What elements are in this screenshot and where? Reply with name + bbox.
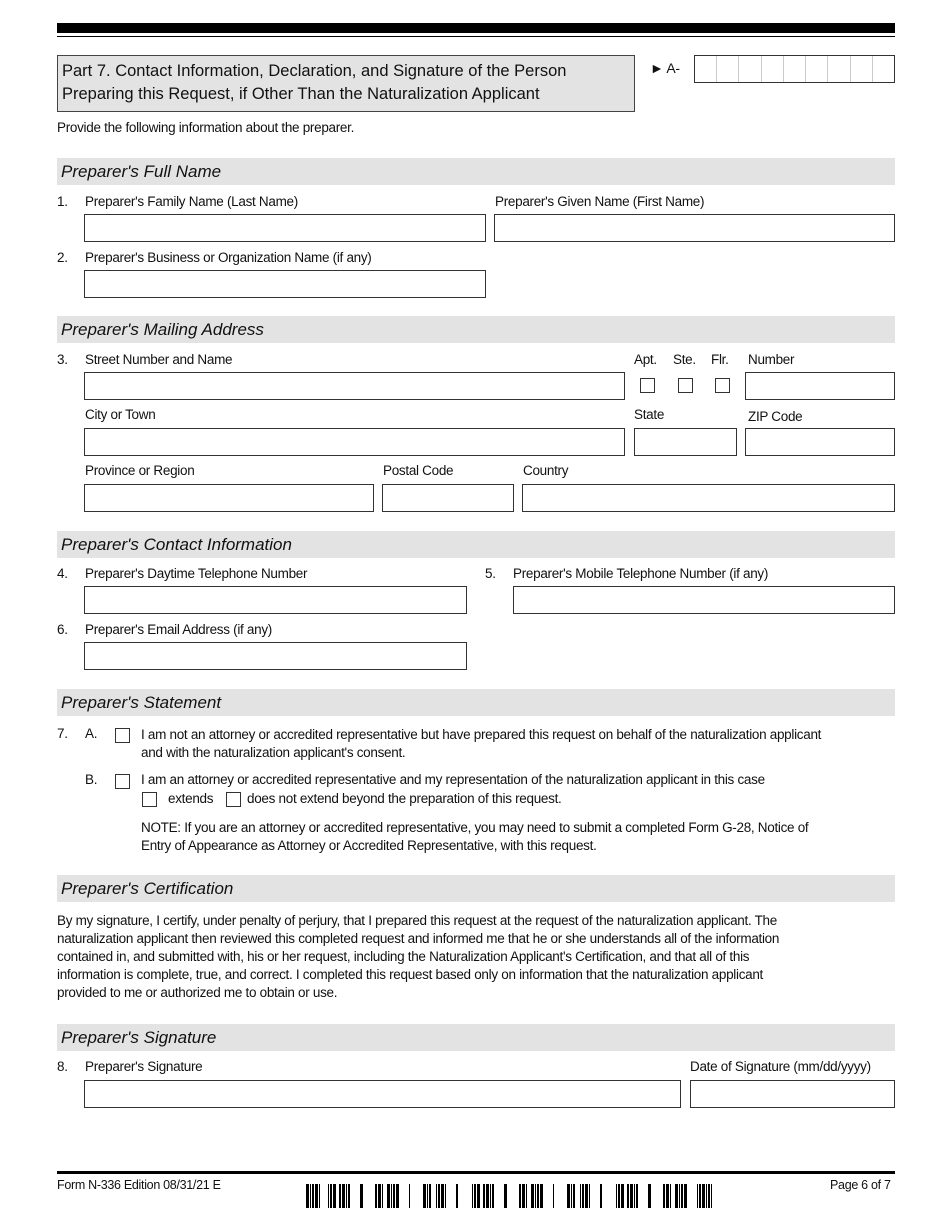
section-mailing-address: Preparer's Mailing Address (57, 316, 895, 343)
family-name-label: Preparer's Family Name (Last Name) (85, 194, 298, 209)
note-text: NOTE: If you are an attorney or accredited representative, you may need to submit a completed Form G-28, Notice of (141, 820, 809, 835)
city-input[interactable] (84, 428, 625, 456)
postal-label: Postal Code (383, 463, 454, 478)
zip-input[interactable] (745, 428, 895, 456)
note-text: Entry of Appearance as Attorney or Accredited Representative, with this request. (141, 838, 597, 853)
a-number-cell[interactable] (850, 56, 872, 82)
apt-label: Apt. (634, 352, 657, 367)
state-select[interactable] (634, 428, 737, 456)
given-name-input[interactable] (494, 214, 895, 242)
country-input[interactable] (522, 484, 895, 512)
flr-label: Flr. (711, 352, 729, 367)
a-number-cell[interactable] (716, 56, 738, 82)
city-label: City or Town (85, 407, 156, 422)
signature-date-input[interactable] (690, 1080, 895, 1108)
number-input[interactable] (745, 372, 895, 400)
item-number: 7. (57, 726, 68, 741)
number-label: Number (748, 352, 795, 367)
part-title-line2: Preparing this Request, if Other Than the Naturalization Applicant (62, 85, 540, 103)
mobile-phone-input[interactable] (513, 586, 895, 614)
option-a-text: I am not an attorney or accredited representative but have prepared this request on behalf of the naturalization applicant (141, 727, 822, 742)
item-number: 2. (57, 250, 68, 265)
apt-checkbox[interactable] (640, 378, 655, 393)
section-signature: Preparer's Signature (57, 1024, 895, 1051)
section-certification: Preparer's Certification (57, 875, 895, 902)
item-number: 6. (57, 622, 68, 637)
barcode (306, 1184, 712, 1208)
family-name-input[interactable] (84, 214, 486, 242)
item-number: 1. (57, 194, 68, 209)
item-number: 3. (57, 352, 68, 367)
ste-checkbox[interactable] (678, 378, 693, 393)
form-edition: Form N-336 Edition 08/31/21 E (57, 1178, 221, 1192)
street-input[interactable] (84, 372, 625, 400)
option-b-checkbox[interactable] (115, 774, 130, 789)
a-number-cell[interactable] (738, 56, 760, 82)
top-rule (57, 23, 895, 33)
a-number-cell[interactable] (827, 56, 849, 82)
not-extend-label: does not extend beyond the preparation of this request. (247, 791, 562, 806)
option-b-letter: B. (85, 772, 98, 787)
a-number-cell[interactable] (761, 56, 783, 82)
a-number-cell[interactable] (805, 56, 827, 82)
postal-input[interactable] (382, 484, 514, 512)
extends-checkbox[interactable] (142, 792, 157, 807)
province-label: Province or Region (85, 463, 195, 478)
flr-checkbox[interactable] (715, 378, 730, 393)
page-number: Page 6 of 7 (830, 1178, 891, 1192)
section-full-name: Preparer's Full Name (57, 158, 895, 185)
ste-label: Ste. (673, 352, 696, 367)
mobile-phone-label: Preparer's Mobile Telephone Number (if any) (513, 566, 769, 581)
business-label: Preparer's Business or Organization Name (if any) (85, 250, 372, 265)
item-number: 4. (57, 566, 68, 581)
state-label: State (634, 407, 665, 422)
intro-text: Provide the following information about the preparer. (57, 120, 355, 135)
email-label: Preparer's Email Address (if any) (85, 622, 272, 637)
certification-text: naturalization applicant then reviewed this completed request and informed me that he or she understands all of the information (57, 931, 780, 946)
part-title-line1: Part 7. Contact Information, Declaration, and Signature of the Person (62, 62, 567, 80)
country-label: Country (523, 463, 569, 478)
zip-label: ZIP Code (748, 409, 803, 424)
extends-label: extends (168, 791, 214, 806)
option-a-letter: A. (85, 726, 98, 741)
barcode-graphic (306, 1184, 712, 1208)
item-number: 5. (485, 566, 496, 581)
a-number-cell[interactable] (872, 56, 894, 82)
signature-input[interactable] (84, 1080, 681, 1108)
section-statement: Preparer's Statement (57, 689, 895, 716)
certification-text: By my signature, I certify, under penalty of perjury, that I prepared this request at the request of the naturalization applicant. The (57, 913, 777, 928)
not-extend-checkbox[interactable] (226, 792, 241, 807)
email-input[interactable] (84, 642, 467, 670)
a-number-cell[interactable] (783, 56, 805, 82)
part-title-box (57, 55, 635, 112)
option-b-text: I am an attorney or accredited representative and my representation of the naturalization applicant in this case (141, 772, 765, 787)
certification-text: contained in, and submitted with, his or her request, including the Naturalization Applicant's Certification, and that all of this (57, 949, 750, 964)
certification-text: information is complete, true, and correct. I completed this request based only on information that the naturalization applicant (57, 967, 764, 982)
top-thin-rule (57, 36, 895, 37)
option-a-text: and with the naturalization applicant's consent. (141, 745, 406, 760)
option-a-checkbox[interactable] (115, 728, 130, 743)
business-input[interactable] (84, 270, 486, 298)
section-contact: Preparer's Contact Information (57, 531, 895, 558)
province-input[interactable] (84, 484, 374, 512)
footer-rule (57, 1171, 895, 1174)
signature-label: Preparer's Signature (85, 1059, 203, 1074)
street-label: Street Number and Name (85, 352, 233, 367)
item-number: 8. (57, 1059, 68, 1074)
day-phone-label: Preparer's Daytime Telephone Number (85, 566, 308, 581)
day-phone-input[interactable] (84, 586, 467, 614)
signature-date-label: Date of Signature (mm/dd/yyyy) (690, 1059, 871, 1074)
given-name-label: Preparer's Given Name (First Name) (495, 194, 705, 209)
a-number-label: ► A- (650, 60, 680, 76)
certification-text: provided to me or authorized me to obtain or use. (57, 985, 338, 1000)
a-number-input[interactable] (694, 55, 895, 83)
a-number-cell[interactable] (695, 56, 716, 82)
